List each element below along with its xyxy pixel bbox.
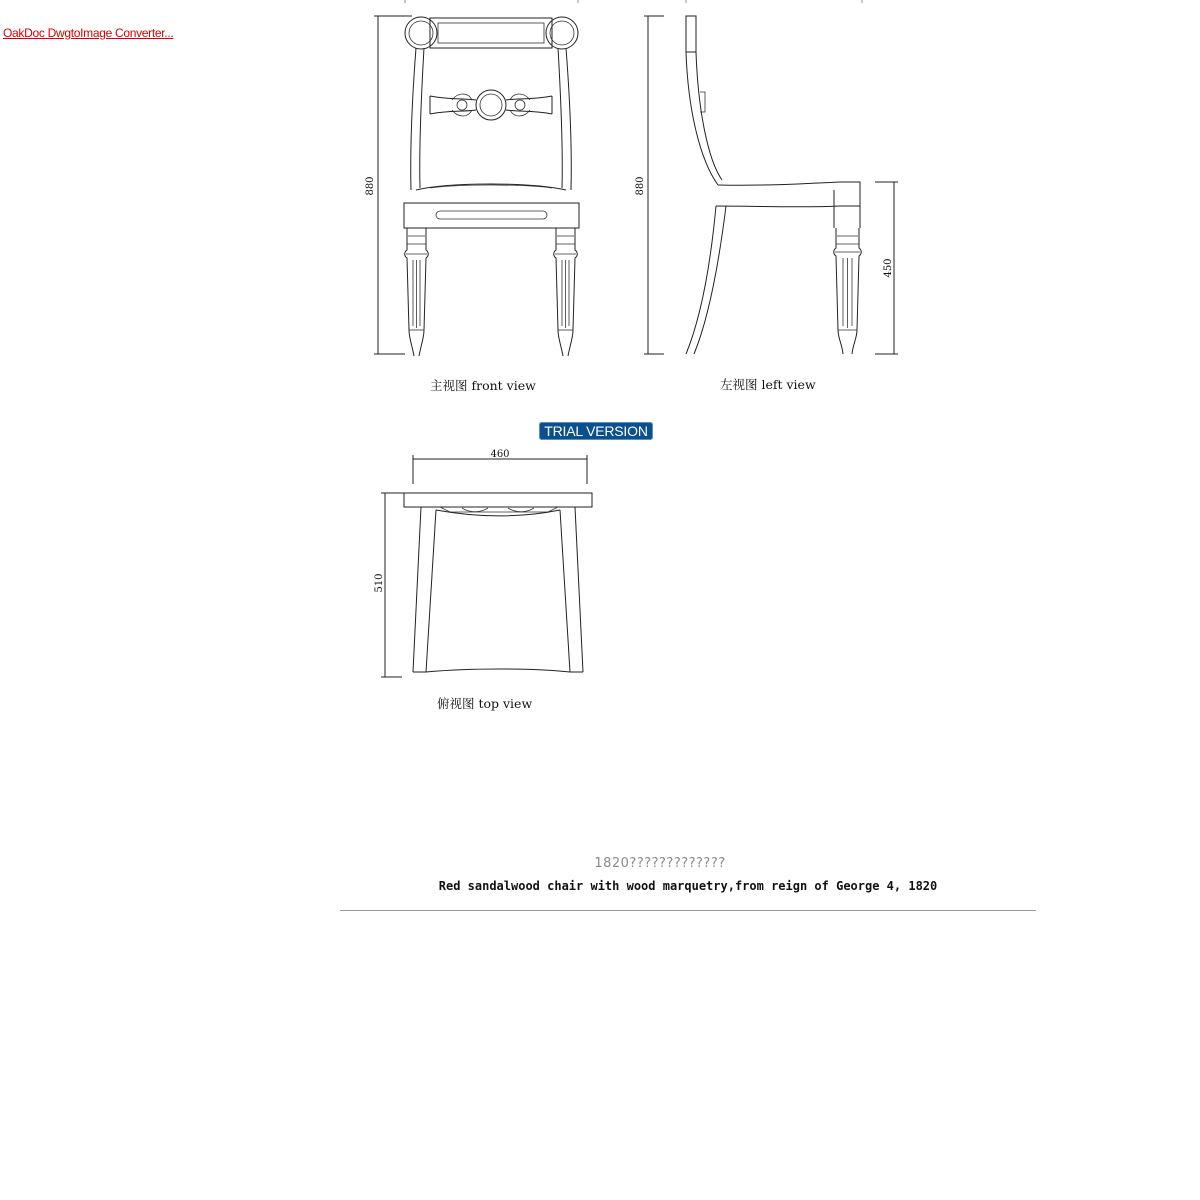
- top-view-label: 俯视图 top view: [437, 696, 533, 711]
- left-height-dimension: 880: [635, 176, 646, 196]
- left-seat-height-dimension: 450: [883, 258, 894, 278]
- divider: [340, 910, 1036, 911]
- front-view-drawing: [374, 0, 579, 356]
- left-view-label: 左视图 left view: [720, 377, 816, 392]
- caption-chinese: 1820?????????????: [594, 856, 726, 871]
- caption-english: Red sandalwood chair with wood marquetry,from reign of George 4, 1820: [438, 879, 938, 893]
- top-depth-dimension: 510: [374, 573, 385, 593]
- top-view-drawing: [381, 455, 592, 677]
- front-view-label: 主视图 front view: [430, 378, 536, 393]
- front-height-dimension: 880: [365, 176, 376, 196]
- left-view-drawing: [644, 0, 898, 354]
- top-width-dimension: 460: [490, 449, 510, 460]
- converter-link[interactable]: OakDoc DwgtoImage Converter...: [3, 26, 174, 40]
- trial-version-badge: TRIAL VERSION: [539, 422, 653, 440]
